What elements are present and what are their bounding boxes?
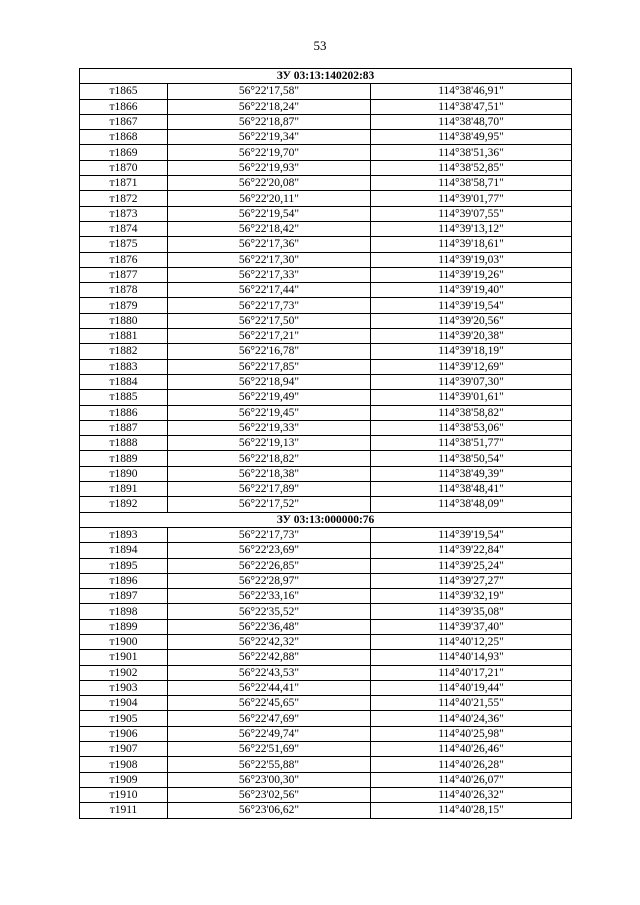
table-row xyxy=(80,344,572,359)
latitude-cell: 56°22'19,45" xyxy=(168,405,371,420)
longitude-cell: 114°40'21,55" xyxy=(371,696,572,711)
longitude-cell: 114°39'19,40" xyxy=(371,283,572,298)
point-id-cell: т1903 xyxy=(80,680,168,695)
latitude-cell: 56°22'18,24" xyxy=(168,99,371,114)
table-row xyxy=(80,803,572,818)
longitude-cell: 114°38'49,95" xyxy=(371,130,572,145)
table-row xyxy=(80,114,572,129)
point-id-cell: т1881 xyxy=(80,329,168,344)
point-id-cell: т1900 xyxy=(80,634,168,649)
point-id-cell: т1883 xyxy=(80,359,168,374)
table-row xyxy=(80,466,572,481)
latitude-cell: 56°23'00,30" xyxy=(168,772,371,787)
table-row xyxy=(80,374,572,389)
point-id-cell: т1894 xyxy=(80,543,168,558)
longitude-cell: 114°39'19,03" xyxy=(371,252,572,267)
longitude-cell: 114°39'37,40" xyxy=(371,619,572,634)
section-title: ЗУ 03:13:000000:76 xyxy=(80,512,572,527)
table-row xyxy=(80,665,572,680)
latitude-cell: 56°22'19,70" xyxy=(168,145,371,160)
point-id-cell: т1867 xyxy=(80,114,168,129)
table-row xyxy=(80,405,572,420)
longitude-cell: 114°39'32,19" xyxy=(371,589,572,604)
table-row xyxy=(80,160,572,175)
point-id-cell: т1873 xyxy=(80,206,168,221)
point-id-cell: т1910 xyxy=(80,787,168,802)
section-header-row xyxy=(80,512,572,527)
table-row xyxy=(80,726,572,741)
table-row xyxy=(80,711,572,726)
table-row xyxy=(80,176,572,191)
latitude-cell: 56°22'18,82" xyxy=(168,451,371,466)
latitude-cell: 56°22'18,94" xyxy=(168,374,371,389)
table-row xyxy=(80,145,572,160)
longitude-cell: 114°39'19,54" xyxy=(371,298,572,313)
table-row xyxy=(80,573,572,588)
latitude-cell: 56°22'47,69" xyxy=(168,711,371,726)
point-id-cell: т1886 xyxy=(80,405,168,420)
table-row xyxy=(80,680,572,695)
latitude-cell: 56°22'36,48" xyxy=(168,619,371,634)
longitude-cell: 114°40'17,21" xyxy=(371,665,572,680)
longitude-cell: 114°39'20,38" xyxy=(371,329,572,344)
point-id-cell: т1896 xyxy=(80,573,168,588)
coordinates-table-body xyxy=(80,69,572,819)
table-row xyxy=(80,298,572,313)
latitude-cell: 56°22'23,69" xyxy=(168,543,371,558)
latitude-cell: 56°22'20,11" xyxy=(168,191,371,206)
latitude-cell: 56°22'19,34" xyxy=(168,130,371,145)
table-row xyxy=(80,359,572,374)
longitude-cell: 114°39'07,55" xyxy=(371,206,572,221)
table-row xyxy=(80,604,572,619)
latitude-cell: 56°22'17,21" xyxy=(168,329,371,344)
point-id-cell: т1882 xyxy=(80,344,168,359)
point-id-cell: т1874 xyxy=(80,221,168,236)
longitude-cell: 114°39'01,77" xyxy=(371,191,572,206)
longitude-cell: 114°38'51,36" xyxy=(371,145,572,160)
latitude-cell: 56°22'17,33" xyxy=(168,267,371,282)
table-row xyxy=(80,252,572,267)
latitude-cell: 56°22'55,88" xyxy=(168,757,371,772)
longitude-cell: 114°38'48,09" xyxy=(371,497,572,512)
table-row xyxy=(80,206,572,221)
point-id-cell: т1888 xyxy=(80,436,168,451)
longitude-cell: 114°38'58,71" xyxy=(371,176,572,191)
table-row xyxy=(80,650,572,665)
latitude-cell: 56°22'18,87" xyxy=(168,114,371,129)
point-id-cell: т1891 xyxy=(80,482,168,497)
point-id-cell: т1865 xyxy=(80,84,168,99)
longitude-cell: 114°40'26,07" xyxy=(371,772,572,787)
latitude-cell: 56°22'45,65" xyxy=(168,696,371,711)
longitude-cell: 114°40'26,28" xyxy=(371,757,572,772)
latitude-cell: 56°22'18,42" xyxy=(168,221,371,236)
point-id-cell: т1895 xyxy=(80,558,168,573)
table-row xyxy=(80,772,572,787)
longitude-cell: 114°40'26,46" xyxy=(371,742,572,757)
latitude-cell: 56°22'51,69" xyxy=(168,742,371,757)
point-id-cell: т1869 xyxy=(80,145,168,160)
point-id-cell: т1905 xyxy=(80,711,168,726)
point-id-cell: т1893 xyxy=(80,527,168,542)
latitude-cell: 56°22'49,74" xyxy=(168,726,371,741)
point-id-cell: т1885 xyxy=(80,390,168,405)
latitude-cell: 56°22'16,78" xyxy=(168,344,371,359)
page-number: 53 xyxy=(313,38,327,53)
longitude-cell: 114°38'47,51" xyxy=(371,99,572,114)
longitude-cell: 114°39'20,56" xyxy=(371,313,572,328)
latitude-cell: 56°22'44,41" xyxy=(168,680,371,695)
table-row xyxy=(80,696,572,711)
longitude-cell: 114°39'18,19" xyxy=(371,344,572,359)
point-id-cell: т1908 xyxy=(80,757,168,772)
table-row xyxy=(80,436,572,451)
section-title: ЗУ 03:13:140202:83 xyxy=(80,69,572,84)
table-row xyxy=(80,420,572,435)
latitude-cell: 56°23'06,62" xyxy=(168,803,371,818)
table-row xyxy=(80,619,572,634)
longitude-cell: 114°39'25,24" xyxy=(371,558,572,573)
longitude-cell: 114°39'18,61" xyxy=(371,237,572,252)
longitude-cell: 114°40'25,98" xyxy=(371,726,572,741)
longitude-cell: 114°38'58,82" xyxy=(371,405,572,420)
latitude-cell: 56°22'42,32" xyxy=(168,634,371,649)
longitude-cell: 114°39'35,08" xyxy=(371,604,572,619)
latitude-cell: 56°22'33,16" xyxy=(168,589,371,604)
point-id-cell: т1901 xyxy=(80,650,168,665)
longitude-cell: 114°39'01,61" xyxy=(371,390,572,405)
table-row xyxy=(80,84,572,99)
latitude-cell: 56°22'28,97" xyxy=(168,573,371,588)
point-id-cell: т1911 xyxy=(80,803,168,818)
point-id-cell: т1877 xyxy=(80,267,168,282)
point-id-cell: т1904 xyxy=(80,696,168,711)
point-id-cell: т1879 xyxy=(80,298,168,313)
table-row xyxy=(80,237,572,252)
latitude-cell: 56°22'17,73" xyxy=(168,298,371,313)
point-id-cell: т1866 xyxy=(80,99,168,114)
latitude-cell: 56°22'20,08" xyxy=(168,176,371,191)
longitude-cell: 114°40'24,36" xyxy=(371,711,572,726)
longitude-cell: 114°38'53,06" xyxy=(371,420,572,435)
point-id-cell: т1876 xyxy=(80,252,168,267)
point-id-cell: т1870 xyxy=(80,160,168,175)
point-id-cell: т1899 xyxy=(80,619,168,634)
latitude-cell: 56°22'17,89" xyxy=(168,482,371,497)
coordinates-table xyxy=(79,68,572,819)
latitude-cell: 56°22'19,93" xyxy=(168,160,371,175)
point-id-cell: т1902 xyxy=(80,665,168,680)
point-id-cell: т1889 xyxy=(80,451,168,466)
table-row xyxy=(80,787,572,802)
longitude-cell: 114°39'12,69" xyxy=(371,359,572,374)
latitude-cell: 56°22'43,53" xyxy=(168,665,371,680)
table-row xyxy=(80,451,572,466)
table-row xyxy=(80,130,572,145)
latitude-cell: 56°22'17,85" xyxy=(168,359,371,374)
point-id-cell: т1878 xyxy=(80,283,168,298)
table-row xyxy=(80,390,572,405)
longitude-cell: 114°40'19,44" xyxy=(371,680,572,695)
point-id-cell: т1906 xyxy=(80,726,168,741)
longitude-cell: 114°39'22,84" xyxy=(371,543,572,558)
point-id-cell: т1890 xyxy=(80,466,168,481)
longitude-cell: 114°40'26,32" xyxy=(371,787,572,802)
table-row xyxy=(80,267,572,282)
latitude-cell: 56°22'17,58" xyxy=(168,84,371,99)
latitude-cell: 56°22'19,13" xyxy=(168,436,371,451)
table-row xyxy=(80,558,572,573)
latitude-cell: 56°22'35,52" xyxy=(168,604,371,619)
latitude-cell: 56°22'17,50" xyxy=(168,313,371,328)
point-id-cell: т1875 xyxy=(80,237,168,252)
longitude-cell: 114°38'49,39" xyxy=(371,466,572,481)
table-row xyxy=(80,191,572,206)
latitude-cell: 56°22'17,36" xyxy=(168,237,371,252)
table-row xyxy=(80,313,572,328)
table-row xyxy=(80,757,572,772)
table-row xyxy=(80,589,572,604)
latitude-cell: 56°22'19,33" xyxy=(168,420,371,435)
longitude-cell: 114°38'46,91" xyxy=(371,84,572,99)
table-row xyxy=(80,283,572,298)
point-id-cell: т1887 xyxy=(80,420,168,435)
longitude-cell: 114°38'52,85" xyxy=(371,160,572,175)
point-id-cell: т1909 xyxy=(80,772,168,787)
longitude-cell: 114°40'12,25" xyxy=(371,634,572,649)
longitude-cell: 114°39'19,54" xyxy=(371,527,572,542)
point-id-cell: т1892 xyxy=(80,497,168,512)
point-id-cell: т1897 xyxy=(80,589,168,604)
point-id-cell: т1872 xyxy=(80,191,168,206)
longitude-cell: 114°39'27,27" xyxy=(371,573,572,588)
table-row xyxy=(80,221,572,236)
longitude-cell: 114°40'14,93" xyxy=(371,650,572,665)
longitude-cell: 114°39'07,30" xyxy=(371,374,572,389)
table-row xyxy=(80,527,572,542)
longitude-cell: 114°39'19,26" xyxy=(371,267,572,282)
point-id-cell: т1868 xyxy=(80,130,168,145)
latitude-cell: 56°22'19,49" xyxy=(168,390,371,405)
point-id-cell: т1884 xyxy=(80,374,168,389)
point-id-cell: т1907 xyxy=(80,742,168,757)
latitude-cell: 56°22'17,30" xyxy=(168,252,371,267)
point-id-cell: т1898 xyxy=(80,604,168,619)
latitude-cell: 56°22'18,38" xyxy=(168,466,371,481)
latitude-cell: 56°22'17,44" xyxy=(168,283,371,298)
table-row xyxy=(80,329,572,344)
latitude-cell: 56°22'17,73" xyxy=(168,527,371,542)
section-header-row xyxy=(80,69,572,84)
longitude-cell: 114°39'13,12" xyxy=(371,221,572,236)
longitude-cell: 114°38'51,77" xyxy=(371,436,572,451)
longitude-cell: 114°38'48,41" xyxy=(371,482,572,497)
point-id-cell: т1871 xyxy=(80,176,168,191)
latitude-cell: 56°22'26,85" xyxy=(168,558,371,573)
latitude-cell: 56°22'17,52" xyxy=(168,497,371,512)
latitude-cell: 56°22'42,88" xyxy=(168,650,371,665)
table-row xyxy=(80,482,572,497)
table-row xyxy=(80,497,572,512)
latitude-cell: 56°23'02,56" xyxy=(168,787,371,802)
table-row xyxy=(80,742,572,757)
table-row xyxy=(80,99,572,114)
longitude-cell: 114°40'28,15" xyxy=(371,803,572,818)
table-row xyxy=(80,634,572,649)
latitude-cell: 56°22'19,54" xyxy=(168,206,371,221)
longitude-cell: 114°38'48,70" xyxy=(371,114,572,129)
table-row xyxy=(80,543,572,558)
point-id-cell: т1880 xyxy=(80,313,168,328)
longitude-cell: 114°38'50,54" xyxy=(371,451,572,466)
